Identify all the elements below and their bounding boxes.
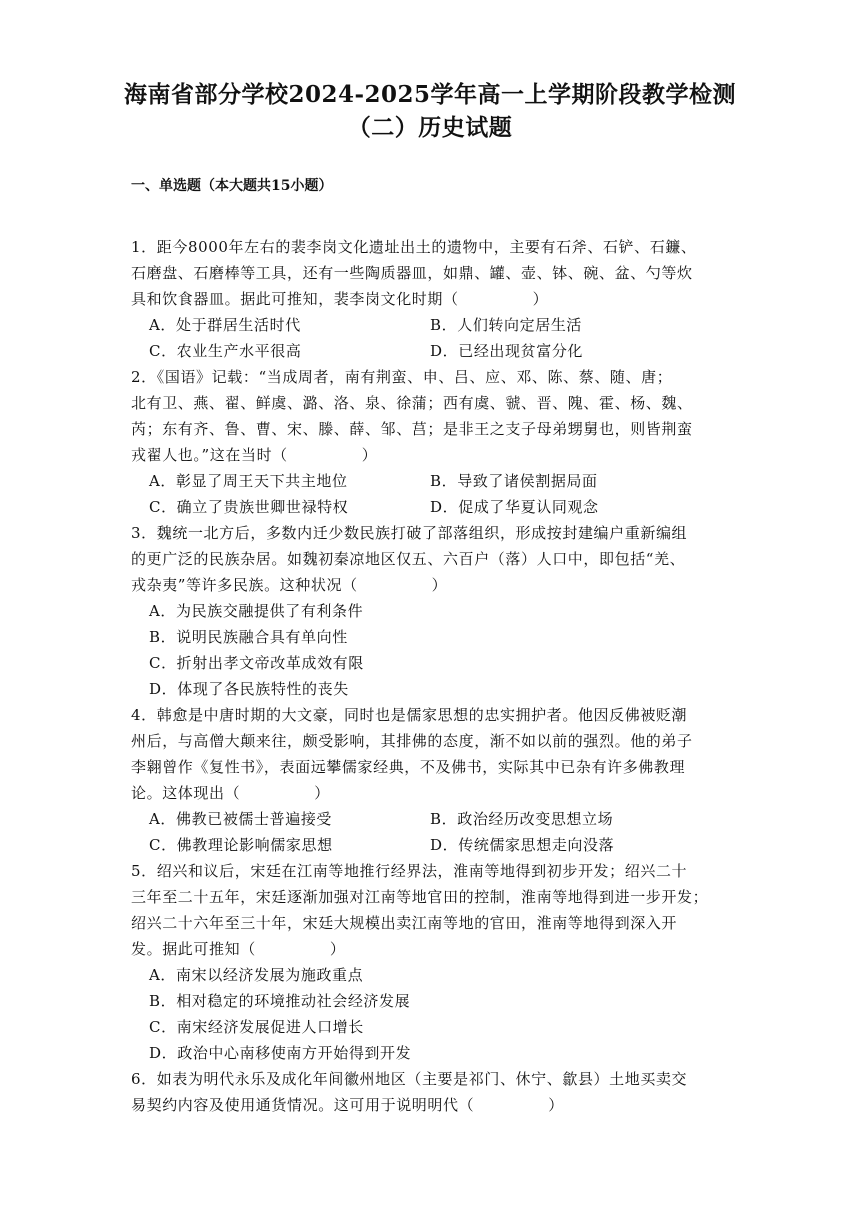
question-3-line-3: 戎杂夷”等许多民族。这种状况（ ） [131,576,448,594]
question-2-line-4: 戎翟人也。”这在当时（ ） [131,446,378,464]
question-5-option-c: C．南宋经济发展促进人口增长 [149,1018,364,1036]
question-5-line-3: 绍兴二十六年至三十年，宋廷大规模出卖江南等地的官田，淮南等地得到深入开 [131,914,678,932]
question-2-line-1: 2．《国语》记载：“当成周者，南有荆蛮、申、吕、应、邓、陈、蔡、随、唐； [131,368,673,386]
question-4-option-d: D．传统儒家思想走向没落 [430,836,615,854]
question-5-line-2: 三年至二十五年，宋廷逐渐加强对江南等地官田的控制，淮南等地得到进一步开发； [131,888,709,906]
question-1-option-b: B．人们转向定居生活 [430,316,583,334]
question-4-line-3: 李翱曾作《复性书》，表面远攀儒家经典，不及佛书，实际其中已杂有许多佛教理 [131,758,686,776]
document-title-line-2: （二）历史试题 [347,114,513,141]
question-5-option-b: B．相对稳定的环境推动社会经济发展 [149,992,411,1010]
question-2-option-a: A．彰显了周王天下共主地位 [149,472,348,490]
question-2-option-b: B．导致了诸侯割据局面 [430,472,598,490]
section-heading: 一、单选题（本大题共15小题） [131,178,333,194]
question-4-line-2: 州后，与高僧大颠来往，颇受影响，其排佛的态度，渐不如以前的强烈。他的弟子 [131,732,693,750]
question-3-line-2: 的更广泛的民族杂居。如魏初秦凉地区仅五、六百户（落）人口中，即包括“羌、 [131,550,686,568]
question-1-option-a: A．处于群居生活时代 [149,316,301,334]
question-3-option-d: D．体现了各民族特性的丧失 [149,680,349,698]
question-1-option-c: C．农业生产水平很高 [149,342,302,360]
question-3-option-b: B．说明民族融合具有单向性 [149,628,348,646]
question-4-line-4: 论。这体现出（ ） [131,784,330,802]
question-4-option-c: C．佛教理论影响儒家思想 [149,836,333,854]
question-1-line-3: 具和饮食器皿。据此可推知，裴李岗文化时期（ ） [131,290,549,308]
question-1-line-1: 1．距今8000年左右的裴李岗文化遗址出土的遗物中，主要有石斧、石铲、石鐮、 [131,238,697,256]
question-4-option-a: A．佛教已被儒士普遍接受 [149,810,333,828]
question-4-option-b: B．政治经历改变思想立场 [430,810,614,828]
document-title-line-1: 海南省部分学校2024-2025学年高一上学期阶段教学检测 [123,81,737,108]
question-2-line-2: 北有卫、燕、翟、鲜虞、潞、洛、泉、徐蒲；西有虞、虢、晋、隗、霍、杨、魏、 [131,394,693,412]
question-2-option-d: D．促成了华夏认同观念 [430,498,599,516]
question-3-option-a: A．为民族交融提供了有利条件 [149,602,364,620]
question-3-option-c: C．折射出孝文帝改革成效有限 [149,654,364,672]
question-1-option-d: D．已经出现贫富分化 [430,342,584,360]
question-3-line-1: 3．魏统一北方后，多数内迁少数民族打破了部落组织，形成按封建编户重新编组 [131,524,688,542]
question-4-line-1: 4．韩愈是中唐时期的大文豪，同时也是儒家思想的忠实拥护者。他因反佛被贬潮 [131,706,688,724]
question-6-line-2: 易契约内容及使用通货情况。这可用于说明明代（ ） [131,1096,564,1114]
question-2-option-c: C．确立了贵族世卿世禄特权 [149,498,349,516]
question-6-line-1: 6．如表为明代永乐及成化年间徽州地区（主要是祁门、休宁、歙县）土地买卖交 [131,1070,688,1088]
question-2-line-3: 芮；东有齐、鲁、曹、宋、滕、薛、邹、莒；是非王之支子母弟甥舅也，则皆荆蛮 [131,420,693,438]
question-5-line-4: 发。据此可推知（ ） [131,940,346,958]
question-5-option-d: D．政治中心南移使南方开始得到开发 [149,1044,412,1062]
question-5-line-1: 5．绍兴和议后，宋廷在江南等地推行经界法，淮南等地得到初步开发；绍兴二十 [131,862,688,880]
question-5-option-a: A．南宋以经济发展为施政重点 [149,966,364,984]
question-1-line-2: 石磨盘、石磨棒等工具，还有一些陶质器皿，如鼎、罐、壶、钵、碗、盆、勺等炊 [131,264,693,282]
